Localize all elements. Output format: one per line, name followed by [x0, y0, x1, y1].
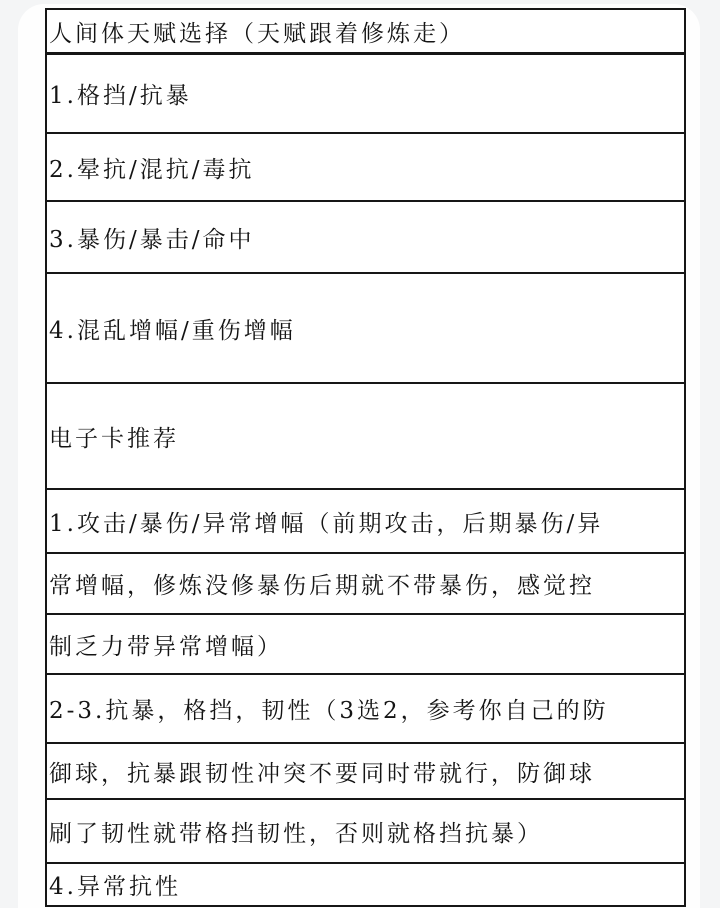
row-text: 常增幅，修炼没修暴伤后期就不带暴伤，感觉控 — [49, 573, 595, 599]
table-row — [47, 615, 684, 675]
row-text: 2.晕抗/混抗/毒抗 — [49, 156, 255, 183]
talent-table — [45, 8, 686, 907]
table-row — [47, 490, 684, 554]
row-text: 3.暴伤/暴击/命中 — [49, 226, 255, 253]
row-text: 制乏力带异常增幅） — [49, 633, 283, 660]
table-row — [47, 10, 684, 55]
table-row — [47, 134, 684, 202]
table-row — [47, 55, 684, 134]
table-row — [47, 864, 684, 905]
row-text: 4.异常抗性 — [49, 874, 181, 900]
table-row — [47, 744, 684, 800]
row-text: 1.格挡/抗暴 — [49, 83, 192, 109]
row-text: 4.混乱增幅/重伤增幅 — [49, 317, 296, 344]
table-row — [47, 800, 684, 864]
row-text: 刷了韧性就带格挡韧性，否则就格挡抗暴） — [49, 820, 543, 847]
table-row — [47, 274, 684, 384]
table-row — [47, 384, 684, 490]
table-row — [47, 554, 684, 615]
table-row — [47, 202, 684, 274]
row-text: 御球，抗暴跟韧性冲突不要同时带就行，防御球 — [49, 760, 595, 787]
table-row — [47, 675, 684, 744]
row-text: 1.攻击/暴伤/异常增幅（前期攻击，后期暴伤/异 — [49, 510, 604, 537]
row-text: 人间体天赋选择（天赋跟着修炼走） — [49, 20, 465, 47]
content-card — [18, 4, 700, 908]
row-text: 2-3.抗暴，格挡，韧性（3选2，参考你自己的防 — [49, 698, 609, 724]
row-text: 电子卡推荐 — [49, 425, 179, 452]
